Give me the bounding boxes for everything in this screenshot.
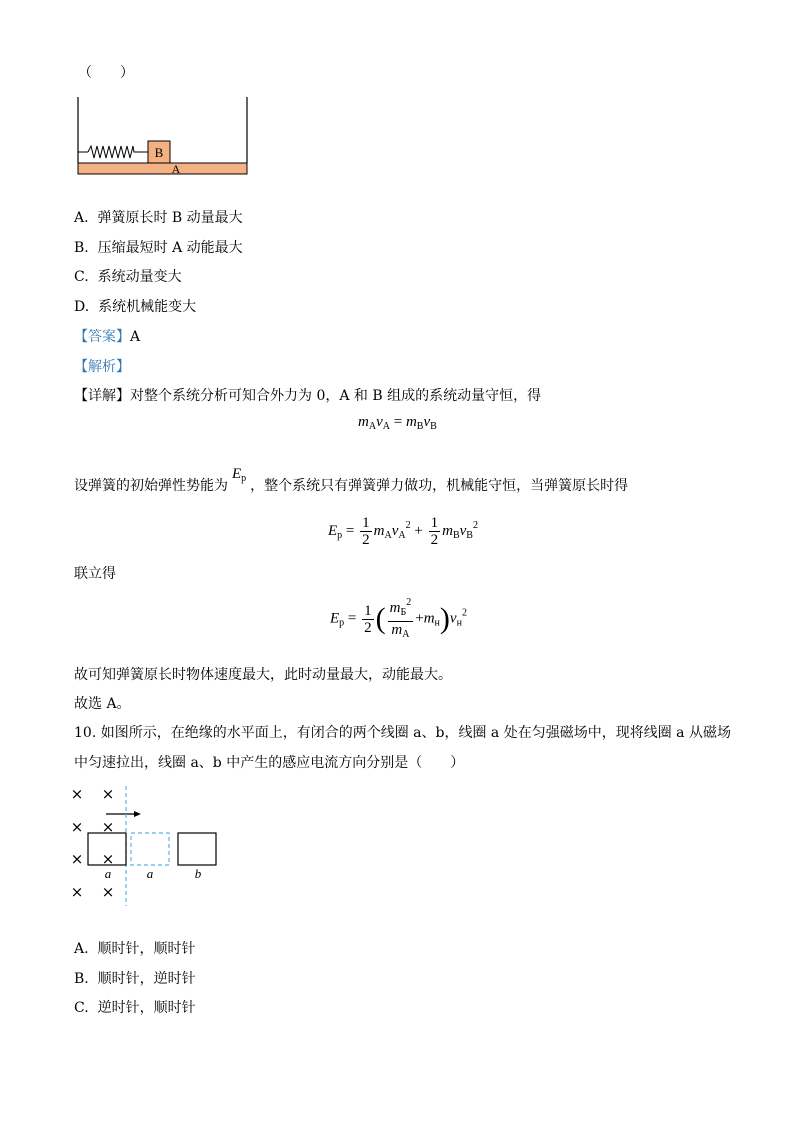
field-cross: × bbox=[101, 818, 115, 836]
detail-line-1: 【详解】对整个系统分析可知合外力为 0，A 和 B 组成的系统动量守恒，得 bbox=[74, 388, 542, 404]
equation-momentum: $m_Av_A = m_Bv_B$ bbox=[358, 414, 437, 432]
detail-line-2: 设弹簧的初始弹性势能为$E_p$ ，整个系统只有弹簧弹力做功，机械能守恒，当弹簧原长时得 bbox=[74, 466, 629, 494]
analysis-label: 【解析】 bbox=[74, 359, 130, 375]
coil-a-label: a bbox=[104, 866, 112, 881]
detail-line-4: 故可知弹簧原长时物体速度最大，此时动量最大，动能最大。 bbox=[74, 667, 452, 683]
block-b-label: B bbox=[154, 145, 164, 160]
q9-option-b: B. 压缩最短时 A 动能最大 bbox=[74, 240, 243, 256]
q10-option-a: A. 顺时针，顺时针 bbox=[74, 941, 196, 957]
magnetic-field-figure bbox=[64, 782, 234, 910]
q9-option-d: D. 系统机械能变大 bbox=[74, 299, 197, 315]
field-cross: × bbox=[70, 850, 84, 868]
coil-b bbox=[178, 833, 216, 865]
q10-option-c: C. 逆时针，顺时针 bbox=[74, 1000, 196, 1016]
equation-energy: $E_p$ = $\frac{1}{2}$ $m_Av_A^2$ + $\frac{1}{2}$ $m_Bv_B^2$ bbox=[328, 515, 478, 548]
board-a bbox=[78, 163, 247, 174]
spring-block-figure bbox=[70, 95, 260, 180]
answer-line: 【答案】A bbox=[74, 329, 141, 345]
spring bbox=[88, 146, 148, 158]
field-cross: × bbox=[101, 850, 115, 868]
equation-combined: $E_p$ = $\frac{1}{2}$ ( $\frac{m_Б^2}{m_A}$ $+m_н)v_н^2$ bbox=[330, 597, 467, 640]
field-cross: × bbox=[70, 785, 84, 803]
coil-a-moved-label: a bbox=[146, 866, 154, 881]
coil-a-moved bbox=[131, 833, 169, 865]
field-cross: × bbox=[101, 883, 115, 901]
field-cross: × bbox=[70, 818, 84, 836]
field-cross: × bbox=[101, 785, 115, 803]
q10-option-b: B. 顺时针，逆时针 bbox=[74, 971, 196, 987]
q10-stem-line-2: 中匀速拉出，线圈 a、b 中产生的感应电流方向分别是（ ） bbox=[74, 755, 465, 771]
q9-option-a: A. 弹簧原长时 B 动量最大 bbox=[74, 210, 243, 226]
board-a-label: A bbox=[171, 162, 181, 176]
q9-option-c: C. 系统动量变大 bbox=[74, 269, 182, 285]
field-cross: × bbox=[70, 883, 84, 901]
detail-line-5: 故选 A。 bbox=[74, 696, 131, 712]
coil-b-label: b bbox=[194, 866, 202, 881]
q10-stem-line-1: 10. 如图所示，在绝缘的水平面上，有闭合的两个线圈 a、b，线圈 a 处在匀强磁场中，现将线圈 a 从磁场 bbox=[74, 725, 731, 741]
answer-paren: （ ） bbox=[78, 65, 134, 81]
detail-line-3: 联立得 bbox=[74, 566, 116, 582]
